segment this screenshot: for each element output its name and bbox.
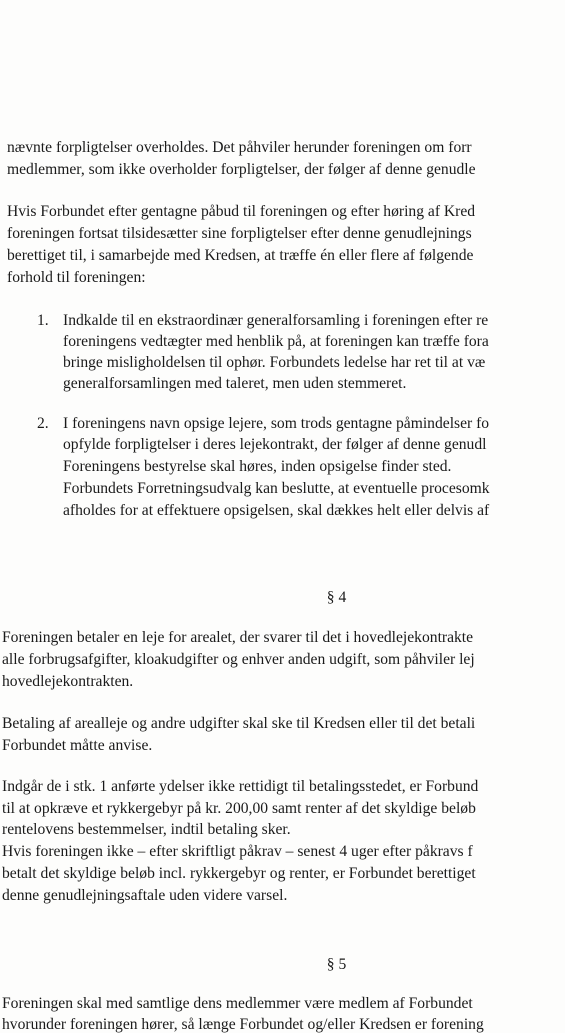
text-line: til at opkræve et rykkergebyr på kr. 200,00 samt renter af det skyldige beløb <box>2 800 476 817</box>
text-line: bringe misligholdelsen til ophør. Forbundets ledelse har ret til at væ <box>63 354 486 371</box>
text-line: Hvis foreningen ikke – efter skriftligt påkrav – senest 4 uger efter påkravs f <box>2 843 473 860</box>
text-line: opfylde forpligtelser i deres lejekontrakt, der følger af denne genudl <box>63 436 487 453</box>
text-line: denne genudlejningsaftale uden videre varsel. <box>2 887 288 904</box>
text-line: alle forbrugsafgifter, kloakudgifter og enhver anden udgift, som påhviler lej <box>2 651 475 668</box>
text-line: foreningen fortsat tilsidesætter sine forpligtelser efter denne genudlejnings <box>7 225 472 242</box>
text-line: Foreningens bestyrelse skal høres, inden opsigelse finder sted. <box>63 458 452 475</box>
text-line: Forbundets Forretningsudvalg kan beslutte, at eventuelle procesomk <box>63 480 490 497</box>
text-line: Foreningen betaler en leje for arealet, der svarer til det i hovedlejekontrakte <box>2 629 474 646</box>
list-item-number: 1. <box>37 312 49 329</box>
section-heading-4: § 4 <box>326 589 347 606</box>
text-line: generalforsamlingen med taleret, men uden stemmeret. <box>63 375 407 392</box>
section-heading-5: § 5 <box>326 956 347 973</box>
text-line: forhold til foreningen: <box>7 269 146 286</box>
text-line: rentelovens bestemmelser, indtil betaling sker. <box>2 821 291 838</box>
text-line: hovedlejekontrakten. <box>2 673 134 690</box>
text-line: medlemmer, som ikke overholder forpligtelser, der følger af denne genudle <box>7 161 476 178</box>
text-line: I foreningens navn opsige lejere, som trods gentagne påmindelser fo <box>63 415 490 432</box>
text-line: Betaling af arealleje og andre udgifter skal ske til Kredsen eller til det betali <box>2 715 476 732</box>
text-line: Indgår de i stk. 1 anførte ydelser ikke rettidigt til betalingsstedet, er Forbund <box>2 778 479 795</box>
list-item-number: 2. <box>37 415 49 432</box>
text-line: betalt det skyldige beløb incl. rykkergebyr og renter, er Forbundet berettiget <box>2 865 476 882</box>
text-line: Foreningen skal med samtlige dens medlemmer være medlem af Forbundet <box>2 995 473 1012</box>
text-line: Indkalde til en ekstraordinær generalforsamling i foreningen efter re <box>63 312 489 329</box>
text-line: hvorunder foreningen hører, så længe Forbundet og/eller Kredsen er forening <box>2 1016 484 1033</box>
text-line: nævnte forpligtelser overholdes. Det påhviler herunder foreningen om forr <box>7 139 472 156</box>
text-line: foreningens vedtægter med henblik på, at foreningen kan træffe fora <box>63 333 489 350</box>
text-line: afholdes for at effektuere opsigelsen, skal dækkes helt eller delvis af <box>63 502 490 519</box>
text-line: Forbundet måtte anvise. <box>2 737 153 754</box>
text-line: berettiget til, i samarbejde med Kredsen, at træffe én eller flere af følgende <box>7 247 474 264</box>
text-line: Hvis Forbundet efter gentagne påbud til foreningen og efter høring af Kred <box>7 203 476 220</box>
